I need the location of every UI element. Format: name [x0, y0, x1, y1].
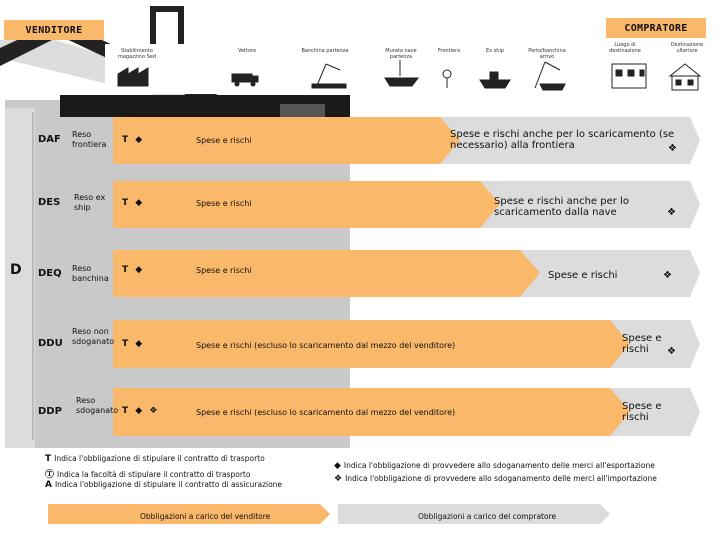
seller-obligation-arrow [113, 181, 500, 228]
stage-label: Vettore [237, 48, 257, 54]
seller-obligation-text: Spese e rischi [196, 136, 252, 145]
legend-entry [45, 467, 250, 480]
legend-entry [45, 454, 265, 464]
term-description: Reso ex ship [74, 193, 106, 212]
legend-entry [334, 461, 655, 471]
stage-label: Destinazione ulteriore [670, 42, 704, 54]
buyer-heading: COMPRATORE [606, 18, 706, 38]
seller-obligation-arrow [113, 250, 540, 297]
import-clearance-icon: ❖ [334, 474, 343, 484]
term-description: Reso non sdoganato [72, 327, 115, 346]
group-letter: D [10, 262, 22, 278]
destination-building-icon [612, 64, 646, 88]
import-clearance-icon: ❖ [667, 207, 676, 218]
term-code: DES [38, 197, 61, 208]
seller-key-label: Obbligazioni a carico del venditore [140, 512, 271, 521]
legend-entry [334, 474, 657, 484]
term-code: DAF [38, 134, 61, 145]
seller-heading: VENDITORE [4, 20, 104, 40]
legend-entry [45, 480, 282, 490]
buyer-obligation-text: Spese e rischi [548, 270, 618, 281]
seller-obligation-text: Spese e rischi (escluso lo scaricamento dal mezzo del venditore) [196, 408, 456, 417]
insurance-symbol: A [45, 480, 52, 490]
seller-obligation-text: Spese e rischi [196, 199, 252, 208]
term-description: Reso frontiera [72, 130, 107, 149]
term-description: Reso banchina [72, 264, 109, 283]
term-description: Reso sdoganato [76, 396, 119, 415]
legend-text: Indica l'obbligazione di provvedere allo sdoganamento delle merci all'importazione [345, 474, 657, 483]
export-clearance-icon: ◆ [334, 461, 341, 471]
legend-text: Indica la facoltà di stipulare il contratto di trasporto [57, 470, 251, 479]
term-obligation-marks: T ◆ [122, 198, 145, 208]
stage-label: Murata nave partenza [385, 48, 417, 60]
buyer-key-label: Obbligazioni a carico del compratore [418, 512, 557, 521]
seller-obligation-text: Spese e rischi [196, 266, 252, 275]
stage-label: Porto/banchina arrivo [528, 48, 566, 60]
legend-text: Indica l'obbligazione di provvedere allo sdoganamento delle merci all'esportazione [343, 461, 655, 470]
stage-label: Banchina partenza [301, 48, 349, 54]
buyer-obligation-text: Spese e rischi [622, 333, 662, 355]
stage-label: Stabilimento magazzino Sed [117, 48, 157, 60]
stage-label: Ex ship [485, 48, 505, 54]
stage-label: Luogo di destinazione [609, 42, 641, 54]
seller-obligation-arrow [113, 117, 460, 164]
buyer-obligation-text: Spese e rischi anche per lo scaricamento dalla nave [494, 196, 629, 218]
transport-symbol: T [45, 454, 52, 464]
legend-text: Indica l'obbligazione di stipulare il contratto di trasporto [54, 454, 265, 463]
stage-label: Frontiera [437, 48, 461, 54]
buyer-obligation-text: Spese e rischi [622, 401, 662, 423]
term-code: DDP [38, 406, 62, 417]
legend-text: Indica l'obbligazione di stipulare il contratto di assicurazione [54, 480, 283, 489]
seller-obligation-text: Spese e rischi (escluso lo scaricamento dal mezzo del venditore) [196, 341, 456, 350]
import-clearance-icon: ❖ [663, 270, 672, 281]
import-clearance-icon: ❖ [667, 346, 676, 357]
term-code: DDU [38, 338, 63, 349]
term-code: DEQ [38, 268, 62, 279]
import-clearance-icon: ❖ [668, 143, 677, 154]
buyer-obligation-text: Spese e rischi anche per lo scaricamento (se necessario) alla frontiera [450, 129, 675, 151]
term-obligation-marks: T ◆ [122, 135, 145, 145]
term-obligation-marks: T ◆ [122, 265, 145, 275]
transport-option-symbol: Ⓣ [45, 470, 55, 480]
term-obligation-marks: T ◆ [122, 339, 145, 349]
term-obligation-marks: T ◆ ❖ [122, 406, 160, 416]
